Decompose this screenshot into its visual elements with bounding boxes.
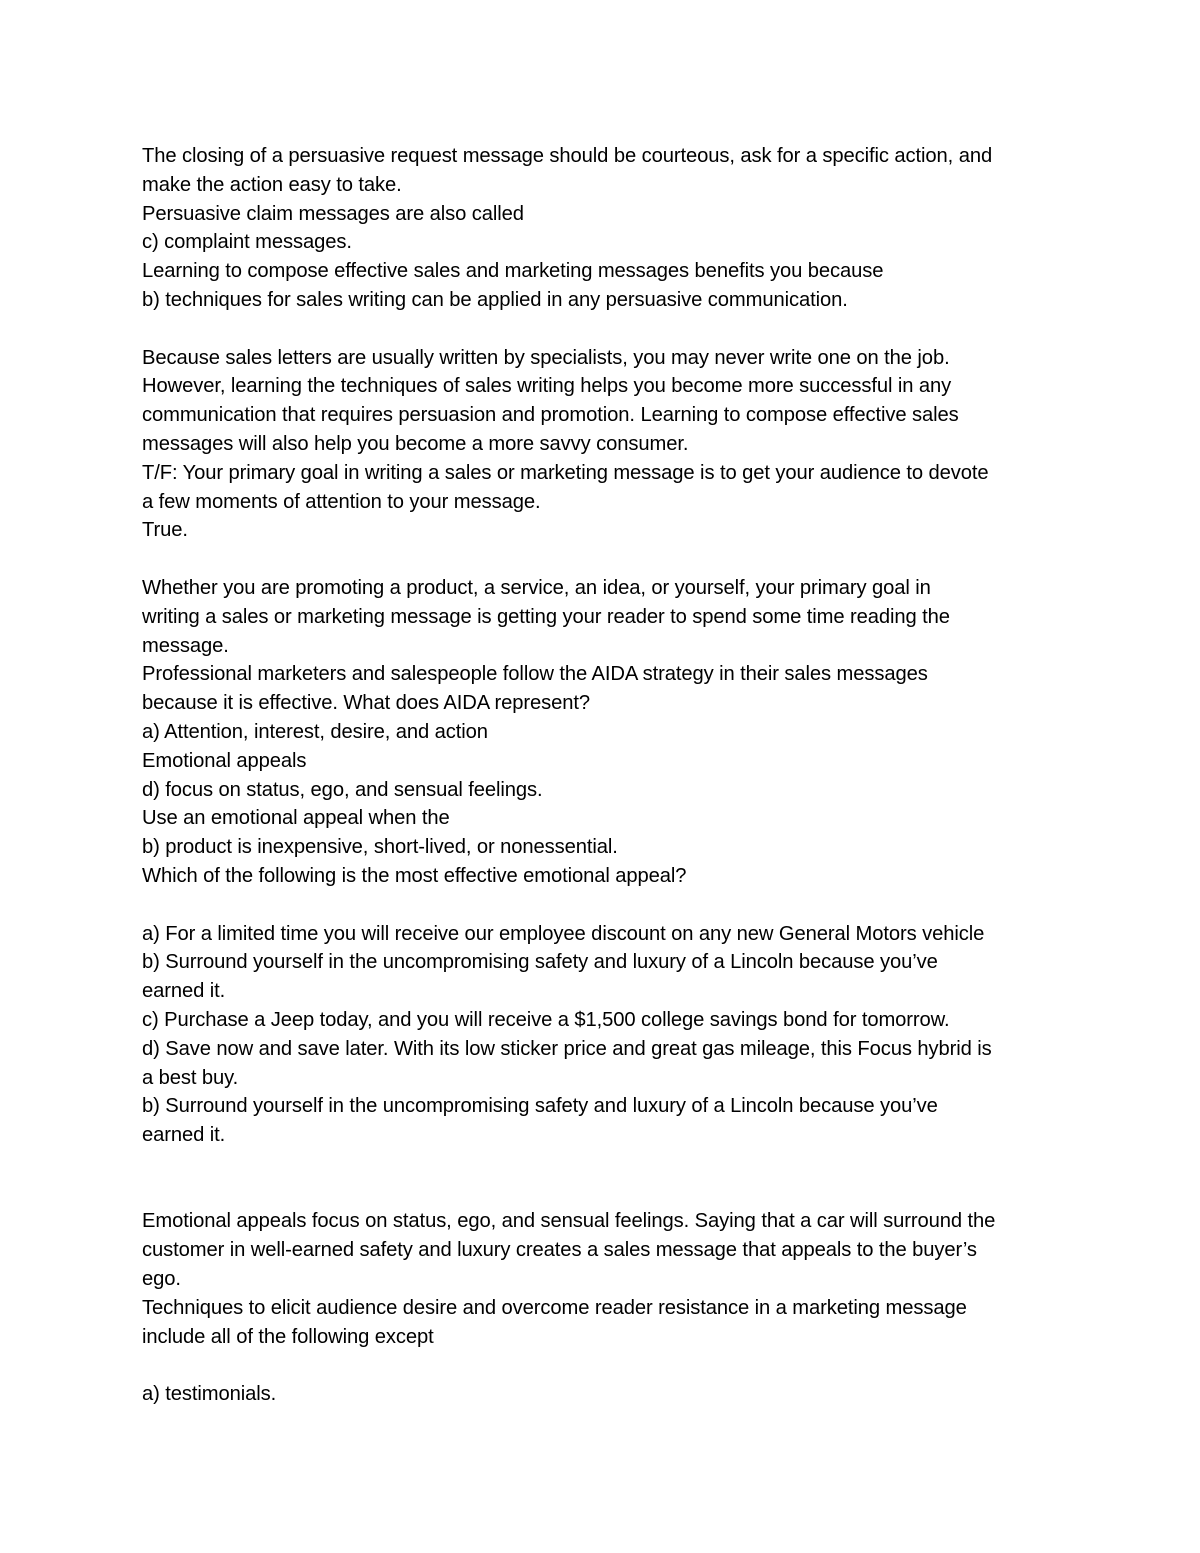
text-line: True. [142, 519, 188, 542]
text-line: c) Purchase a Jeep today, and you will receive a $1,500 college savings bond for tomorrow. [142, 1008, 950, 1031]
text-line: include all of the following except [142, 1325, 434, 1348]
text-line: Learning to compose effective sales and marketing messages benefits you because [142, 260, 884, 283]
blank-line [142, 315, 1072, 344]
text-line: Use an emotional appeal when the [142, 807, 450, 830]
text-line: customer in well-earned safety and luxury creates a sales message that appeals to the buyer’s [142, 1239, 977, 1262]
text-line: d) Save now and save later. With its low sticker price and great gas mileage, this Focus hybrid is [142, 1037, 992, 1060]
text-line: c) complaint messages. [142, 231, 352, 254]
text-line: ego. [142, 1268, 181, 1291]
text-line: d) focus on status, ego, and sensual feelings. [142, 778, 543, 801]
text-line: a) testimonials. [142, 1383, 277, 1406]
text-line: b) Surround yourself in the uncompromising safety and luxury of a Lincoln because you’ve [142, 1095, 938, 1118]
text-line: Which of the following is the most effective emotional appeal? [142, 864, 687, 887]
text-line: Persuasive claim messages are also called [142, 202, 524, 225]
text-line: Professional marketers and salespeople follow the AIDA strategy in their sales messages [142, 663, 928, 686]
blank-line [142, 1150, 1072, 1179]
text-line: b) product is inexpensive, short-lived, or nonessential. [142, 836, 618, 859]
text-line: writing a sales or marketing message is getting your reader to spend some time reading the [142, 605, 950, 628]
text-line: Emotional appeals focus on status, ego, and sensual feelings. Saying that a car will surround the [142, 1210, 996, 1233]
text-line: message. [142, 634, 229, 657]
text-line: b) Surround yourself in the uncompromising safety and luxury of a Lincoln because you’ve [142, 951, 938, 974]
text-line: a best buy. [142, 1066, 239, 1089]
text-line: The closing of a persuasive request message should be courteous, ask for a specific action, and [142, 145, 993, 167]
text-line: earned it. [142, 1124, 226, 1147]
text-line: make the action easy to take. [142, 173, 402, 196]
text-line: a few moments of attention to your message. [142, 490, 541, 513]
text-line: Because sales letters are usually written by specialists, you may never write one on the job. [142, 346, 950, 369]
text-line: Emotional appeals [142, 749, 307, 772]
text-line: T/F: Your primary goal in writing a sales or marketing message is to get your audience to devote [142, 461, 989, 484]
text-line: messages will also help you become a more savvy consumer. [142, 432, 689, 455]
text-line: a) Attention, interest, desire, and action [142, 720, 488, 743]
blank-line [142, 1179, 1072, 1208]
blank-line [142, 1351, 1072, 1380]
document-body [142, 142, 1072, 1409]
text-line: communication that requires persuasion and promotion. Learning to compose effective sales [142, 404, 959, 427]
text-line: Whether you are promoting a product, a service, an idea, or yourself, your primary goal in [142, 576, 931, 599]
text-line: b) techniques for sales writing can be applied in any persuasive communication. [142, 288, 848, 311]
text-line: because it is effective. What does AIDA represent? [142, 692, 590, 715]
text-line: However, learning the techniques of sales writing helps you become more successful in any [142, 375, 952, 398]
blank-line [142, 545, 1072, 574]
text-line: a) For a limited time you will receive our employee discount on any new General Motors vehicle [142, 922, 985, 945]
text-line: earned it. [142, 980, 226, 1003]
text-line: Techniques to elicit audience desire and overcome reader resistance in a marketing message [142, 1296, 967, 1319]
blank-line [142, 891, 1072, 920]
